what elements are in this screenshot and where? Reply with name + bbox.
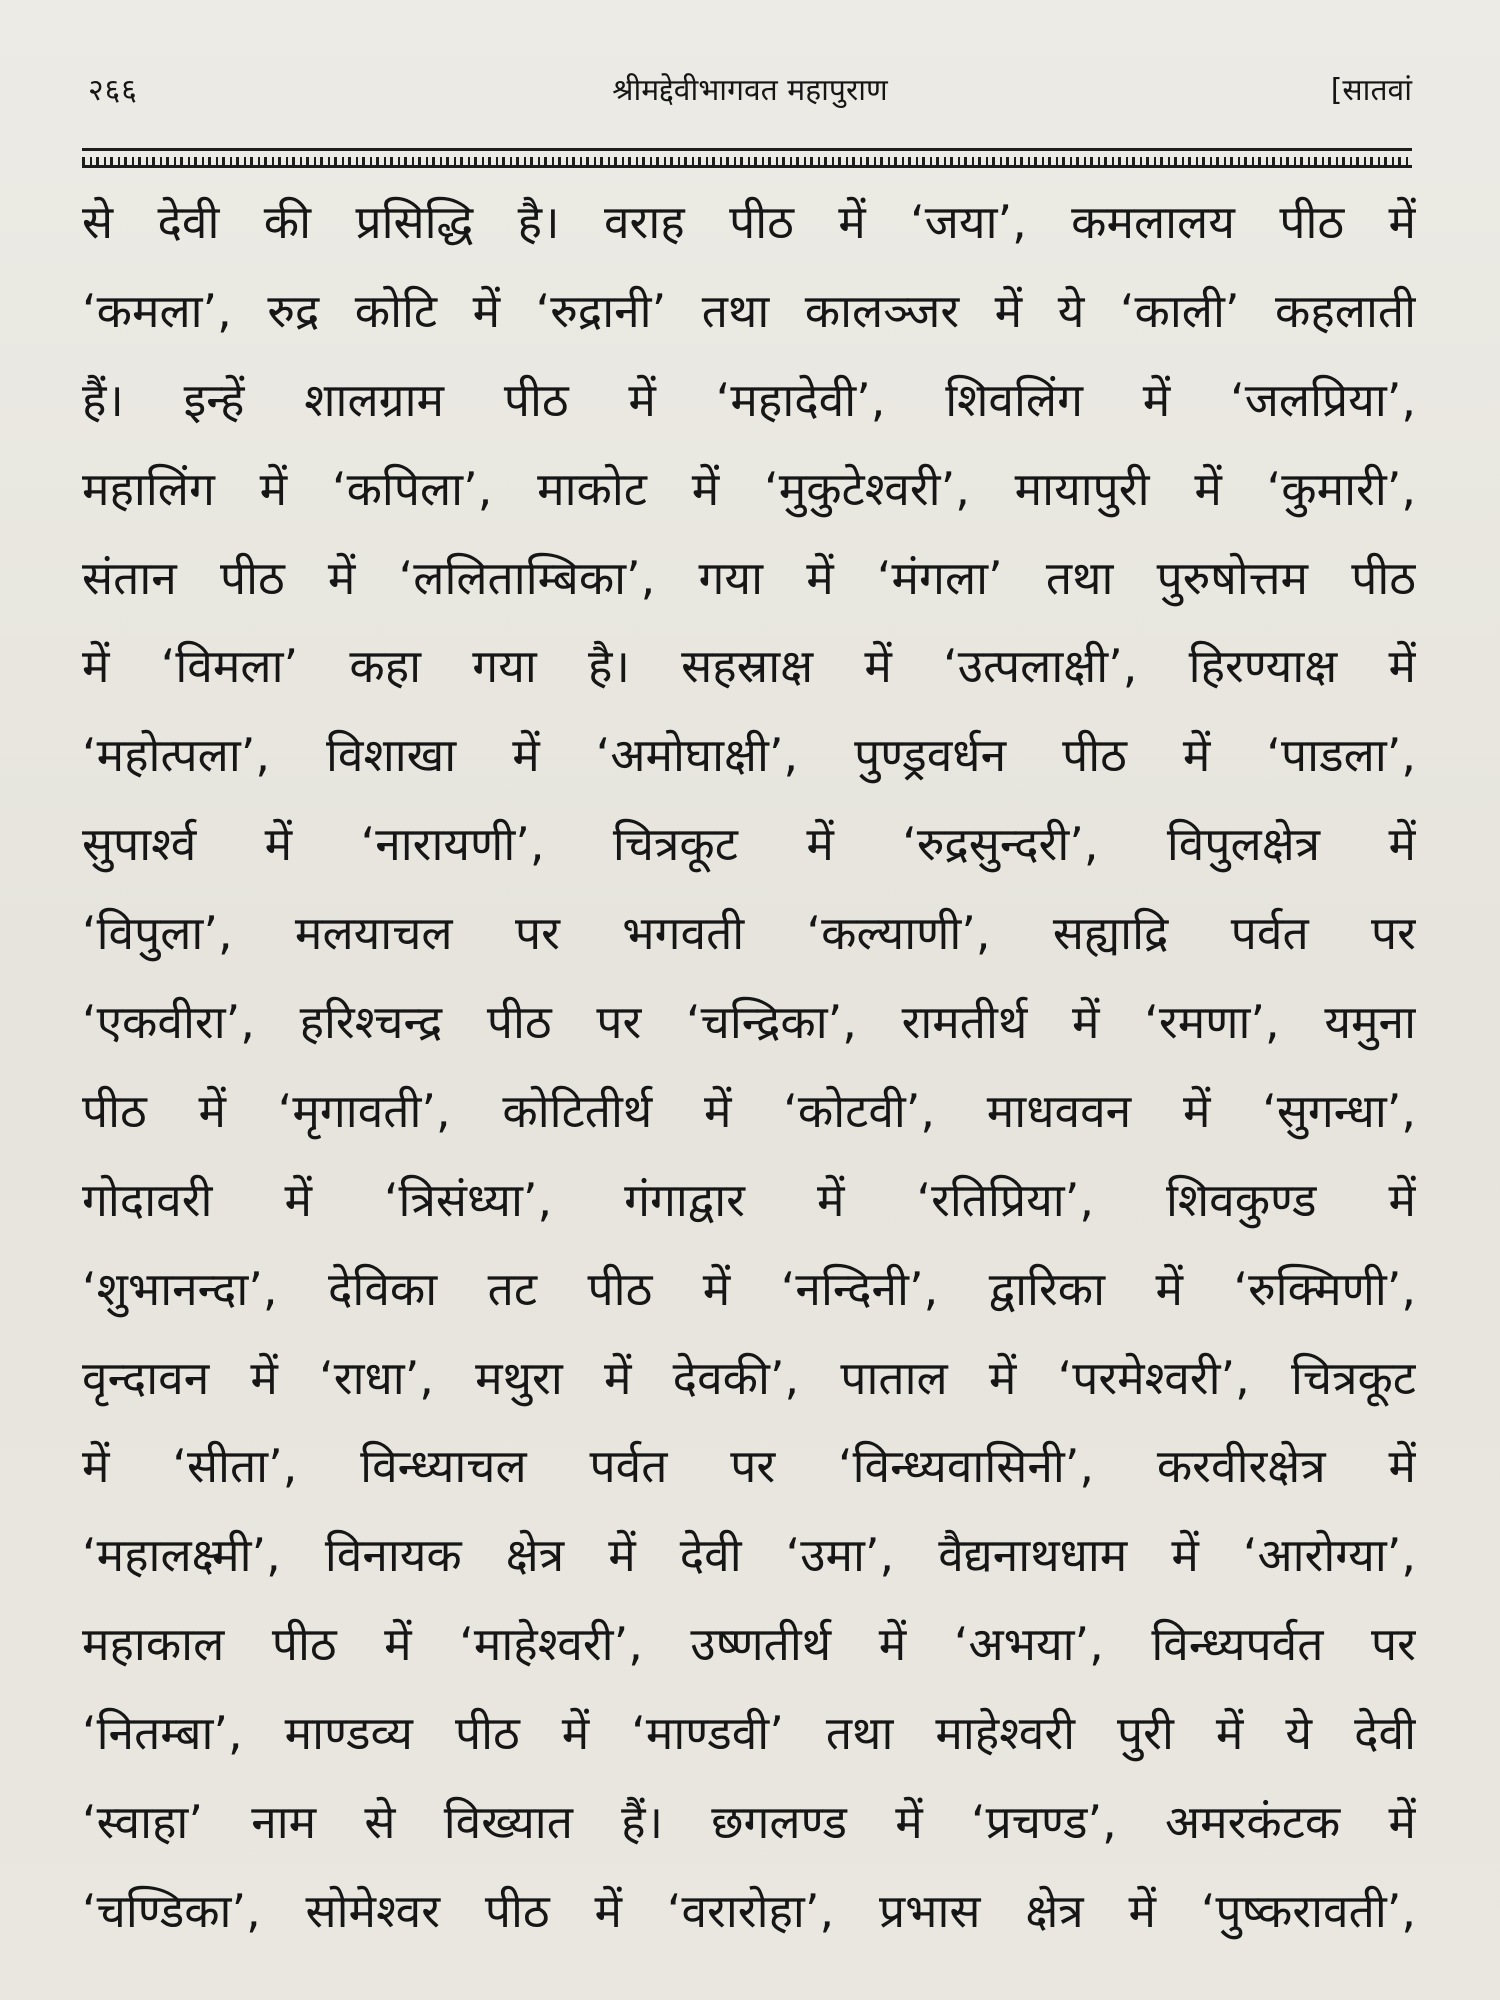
- page-header: [88, 62, 1412, 112]
- page-number: २६६: [88, 73, 138, 108]
- decorative-border: [82, 148, 1412, 168]
- text-line: गोदावरी में ‘त्रिसंध्या’, गंगाद्वार में ‘रतिप्रिया’, शिवकुण्ड में: [82, 1172, 1416, 1227]
- running-title: श्रीमद्देवीभागवत महापुराण: [612, 73, 888, 108]
- text-line: पीठ में ‘मृगावती’, कोटितीर्थ में ‘कोटवी’, माधववन में ‘सुगन्धा’,: [82, 1083, 1416, 1138]
- text-line: ‘विपुला’, मलयाचल पर भगवती ‘कल्याणी’, सह्याद्रि पर्वत पर: [82, 906, 1416, 961]
- text-line: से देवी की प्रसिद्धि है। वराह पीठ में ‘जया’, कमलालय पीठ में: [82, 195, 1416, 249]
- text-line: ‘नितम्बा’, माण्डव्य पीठ में ‘माण्डवी’ तथा माहेश्वरी पुरी में ये देवी: [82, 1706, 1416, 1761]
- section-marker: [सातवां: [1330, 73, 1412, 108]
- text-line: महालिंग में ‘कपिला’, माकोट में ‘मुकुटेश्वरी’, मायापुरी में ‘कुमारी’,: [82, 461, 1416, 516]
- text-line: ‘कमला’, रुद्र कोटि में ‘रुद्रानी’ तथा कालञ्जर में ये ‘काली’ कहलाती: [82, 283, 1416, 338]
- text-line: ‘एकवीरा’, हरिश्चन्द्र पीठ पर ‘चन्द्रिका’, रामतीर्थ में ‘रमणा’, यमुना: [82, 995, 1416, 1050]
- text-line: वृन्दावन में ‘राधा’, मथुरा में देवकी’, पाताल में ‘परमेश्वरी’, चित्रकूट: [82, 1350, 1416, 1405]
- text-line: ‘महोत्पला’, विशाखा में ‘अमोघाक्षी’, पुण्ड्रवर्धन पीठ में ‘पाडला’,: [82, 728, 1416, 783]
- text-line: में ‘सीता’, विन्ध्याचल पर्वत पर ‘विन्ध्यवासिनी’, करवीरक्षेत्र में: [82, 1439, 1416, 1494]
- text-line: ‘स्वाहा’ नाम से विख्यात हैं। छगलण्ड में ‘प्रचण्ड’, अमरकंटक में: [82, 1795, 1416, 1850]
- text-line: ‘चण्डिका’, सोमेश्वर पीठ में ‘वरारोहा’, प्रभास क्षेत्र में ‘पुष्करावती’,: [82, 1883, 1416, 1938]
- body-text: [82, 178, 1416, 1956]
- text-line: ‘शुभानन्दा’, देविका तट पीठ में ‘नन्दिनी’, द्वारिका में ‘रुक्मिणी’,: [82, 1261, 1416, 1316]
- text-line: हैं। इन्हें शालग्राम पीठ में ‘महादेवी’, शिवलिंग में ‘जलप्रिया’,: [82, 372, 1416, 427]
- text-line: महाकाल पीठ में ‘माहेश्वरी’, उष्णतीर्थ में ‘अभया’, विन्ध्यपर्वत पर: [82, 1617, 1416, 1672]
- text-line: ‘महालक्ष्मी’, विनायक क्षेत्र में देवी ‘उमा’, वैद्यनाथधाम में ‘आरोग्या’,: [82, 1528, 1416, 1583]
- text-line: में ‘विमला’ कहा गया है। सहस्राक्ष में ‘उत्पलाक्षी’, हिरण्याक्ष में: [82, 639, 1416, 694]
- text-line: संतान पीठ में ‘ललिताम्बिका’, गया में ‘मंगला’ तथा पुरुषोत्तम पीठ: [82, 550, 1416, 605]
- text-line: सुपार्श्व में ‘नारायणी’, चित्रकूट में ‘रुद्रसुन्दरी’, विपुलक्षेत्र में: [82, 817, 1416, 872]
